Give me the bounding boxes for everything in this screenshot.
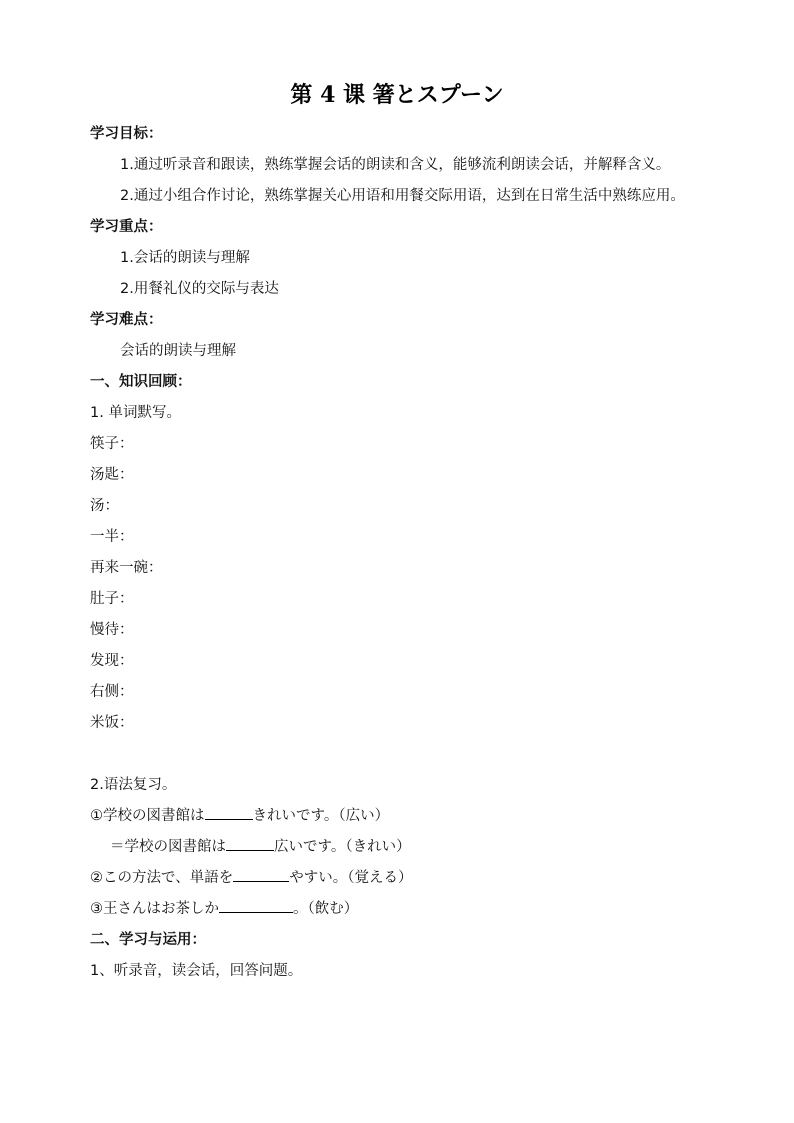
fill-in-blank [219, 896, 293, 913]
objective-item-2: 2.通过小组合作讨论，熟练掌握关心用语和用餐交际用语，达到在日常生活中熟练应用。 [120, 188, 685, 204]
vocab-item: 汤匙： [90, 467, 134, 483]
objective-item-1: 1.通过听录音和跟读，熟练掌握会话的朗读和含义，能够流利朗读会话，并解释含义。 [120, 157, 671, 173]
vocab-item: 汤： [90, 498, 119, 514]
key-points-heading: 学习重点： [90, 219, 163, 235]
vocab-item: 发现： [90, 653, 134, 669]
difficulties-heading: 学习难点： [90, 312, 163, 328]
review-heading: 一、知识回顾： [90, 374, 192, 390]
vocab-item: 米饭： [90, 715, 134, 731]
fill-in-blank [226, 834, 274, 851]
grammar-text: ③王さんはお茶しか [90, 901, 219, 917]
grammar-text: きれいです。（広い） [252, 808, 390, 824]
spacer [90, 739, 710, 770]
grammar-title: 2.语法复习。 [90, 777, 177, 793]
vocab-item: 慢待： [90, 622, 134, 638]
key-point-item-1: 1.会话的朗读与理解 [120, 250, 250, 266]
grammar-text: ①学校の図書館は [90, 808, 205, 824]
difficulty-text: 会话的朗读与理解 [120, 343, 236, 359]
grammar-item-1b [90, 832, 710, 863]
document-body [90, 119, 710, 987]
grammar-text: ＝学校の図書館は [110, 839, 226, 855]
grammar-text: やすい。（覚える） [289, 870, 413, 886]
grammar-text: 。（飲む） [293, 901, 359, 917]
vocab-item: 再来一碗： [90, 560, 163, 576]
vocab-item: 肚子： [90, 591, 134, 607]
practice-heading: 二、学习与运用： [90, 932, 206, 948]
vocab-item: 一半： [90, 529, 134, 545]
vocab-title: 1. 单词默写。 [90, 405, 181, 421]
grammar-text: 広いです。（きれい） [274, 839, 411, 855]
vocab-item: 右侧： [90, 684, 134, 700]
practice-item-1: 1、听录音，读会话，回答问题。 [90, 963, 303, 979]
grammar-item-2 [90, 863, 710, 894]
fill-in-blank [233, 865, 289, 882]
key-point-item-2: 2.用餐礼仪的交际与表达 [120, 281, 279, 297]
vocab-item: 筷子： [90, 436, 134, 452]
grammar-text: ②この方法で、単語を [90, 870, 234, 886]
fill-in-blank [205, 803, 253, 820]
grammar-item-1 [90, 801, 710, 832]
page-title: 第 4 课 箸とスプーン [290, 82, 504, 108]
grammar-item-3 [90, 894, 710, 925]
objectives-heading: 学习目标： [90, 126, 163, 142]
